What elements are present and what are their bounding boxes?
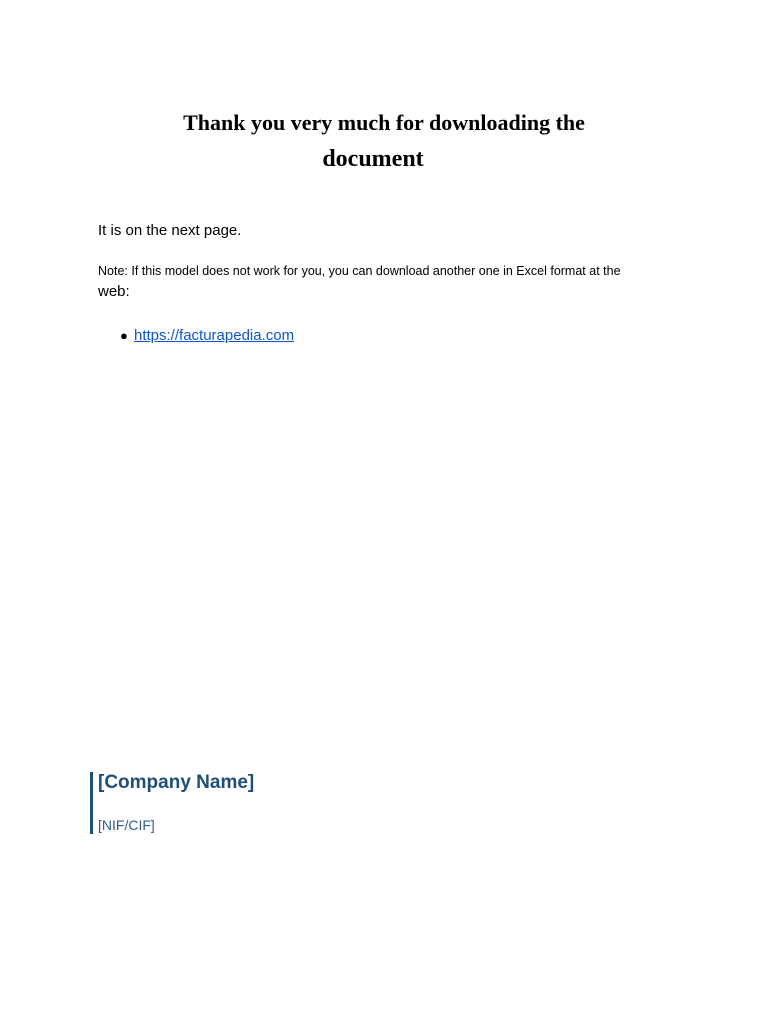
- note-paragraph: [98, 263, 698, 303]
- note-tail: web:: [98, 283, 130, 300]
- facturapedia-link[interactable]: https://facturapedia.com: [134, 327, 295, 344]
- title-line-1: Thank you very much for downloading the: [183, 110, 585, 135]
- page-title: [0, 108, 768, 176]
- list-item: [120, 326, 294, 346]
- company-tax-id: [NIF/CIF]: [98, 817, 155, 833]
- company-name: [Company Name]: [98, 772, 255, 793]
- link-list: [120, 326, 294, 346]
- title-line-2: document: [322, 146, 424, 172]
- intro-text: It is on the next page.: [98, 222, 242, 239]
- note-text: Note: If this model does not work for you, you can download another one in Excel format at the: [98, 264, 621, 278]
- company-block: [90, 772, 254, 834]
- bullet-icon: ●: [120, 328, 128, 343]
